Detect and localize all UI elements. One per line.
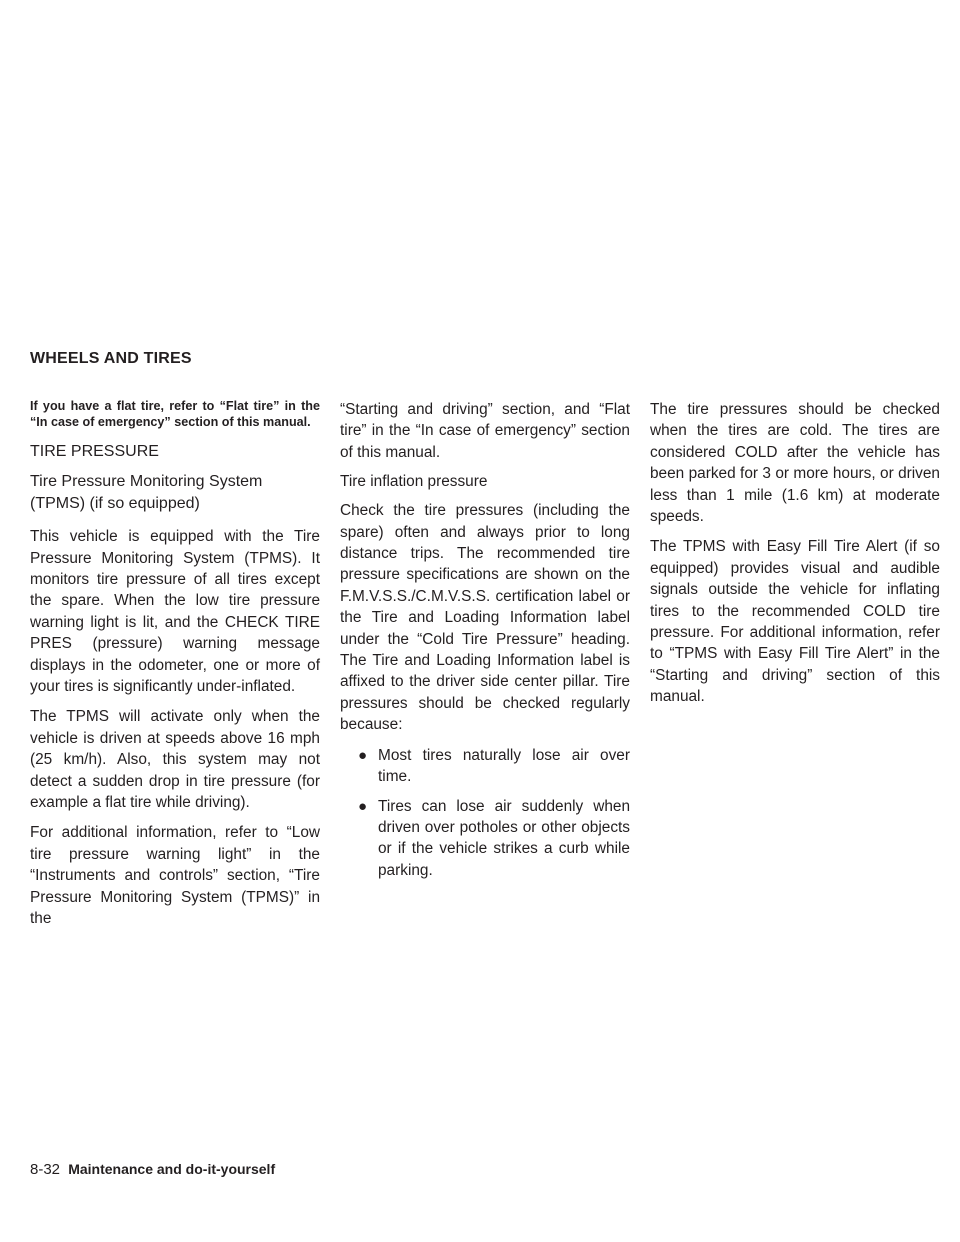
bullet-icon: ● [358,746,368,764]
column-2 [340,399,630,889]
flat-tire-note: If you have a flat tire, refer to “Flat tire” in the “In case of emergency” section of this manual. [30,399,320,429]
footer-section-name: Maintenance and do-it-yourself [68,1161,276,1177]
tpms-paragraph-3: For additional information, refer to “Low tire pressure warning light” in the “Instruments and controls” section, “Tire Pressure Monitoring System (TPMS)” in the [30,824,320,928]
list-item-text: Tires can lose air suddenly when driven over potholes or other objects or if the vehicle strikes a curb while parking. [378,797,630,879]
bullet-icon: ● [358,797,368,815]
list-item [340,796,630,882]
page-footer [30,1161,275,1178]
list-item-text: Most tires naturally lose air over time. [378,746,630,786]
tpms-subheading: Tire Pressure Monitoring System (TPMS) (if so equipped) [30,473,263,513]
easy-fill-paragraph: The TPMS with Easy Fill Tire Alert (if so equipped) provides visual and audible signals outside the vehicle for inflating tires to the recommended COLD tire pressure. For additional information, refer to “TPMS with Easy Fill Tire Alert” in the “Starting and driving” section of this manual. [650,538,940,706]
tpms-paragraph-2: The TPMS will activate only when the vehicle is driven at speeds above 16 mph (25 km/h). Also, this system may not detect a sudden drop in tire pressure (for example a flat tire while driving). [30,708,320,812]
column-3 [650,399,940,717]
inflation-paragraph: Check the tire pressures (including the spare) often and always prior to long distance trips. The recommended tire pressure specifications are shown on the F.M.V.S.S./C.M.V.S.S. certification label or the Tire and Loading Information label under the “Cold Tire Pressure” heading. The Tire and Loading Information label is affixed to the driver side center pillar. Tire pressures should be checked regularly because: [340,502,630,734]
section-header: WHEELS AND TIRES [30,350,192,367]
reasons-list [340,745,630,881]
list-item [340,745,630,788]
cold-tires-paragraph: The tire pressures should be checked when the tires are cold. The tires are considered COLD after the vehicle has been parked for 3 or more hours, or driven less than 1 mile (1.6 km) at moderate speeds. [650,401,940,526]
tire-pressure-heading: TIRE PRESSURE [30,443,159,461]
tpms-paragraph-1: This vehicle is equipped with the Tire Pressure Monitoring System (TPMS). It monitors tire pressure of all tires except the spare. When the low tire pressure warning light is lit, and the CHECK TIRE PRES (pressure) warning message displays in the odometer, one or more of your tires is significantly under-inflated. [30,528,320,696]
continued-paragraph: “Starting and driving” section, and “Flat tire” in the “In case of emergency” section of this manual. [340,401,630,461]
tire-inflation-heading: Tire inflation pressure [340,473,488,491]
column-1 [30,399,320,939]
page-number: 8-32 [30,1161,61,1178]
